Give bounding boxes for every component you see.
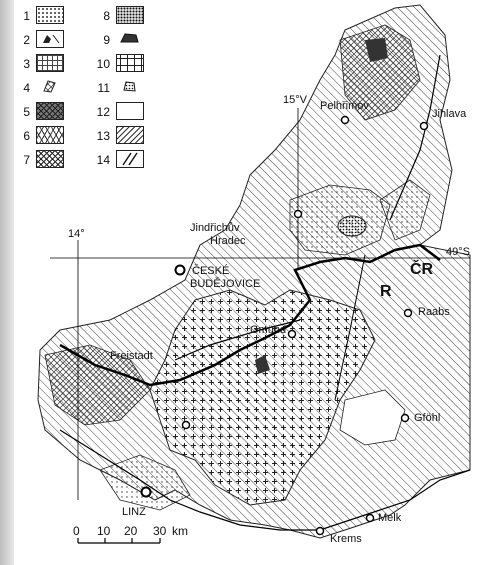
legend-number: 6	[23, 129, 30, 143]
town-label-gmund: Gmünd	[250, 324, 287, 336]
country-label-r: R	[380, 283, 392, 300]
legend-number: 8	[103, 9, 110, 23]
town-label-linz: LINZ	[122, 506, 146, 518]
town-marker-gmund	[289, 331, 296, 338]
legend-swatch-dark-body	[116, 30, 142, 46]
country-label-cr: ČR	[410, 261, 434, 278]
legend-swatch-dense-dark	[36, 102, 64, 120]
dark-body-center	[338, 216, 366, 236]
legend-number: 7	[23, 153, 30, 167]
legend-number: 9	[103, 33, 110, 47]
legend-swatch-fault-lines	[116, 150, 144, 168]
legend-swatch-pebble-symbol	[116, 78, 142, 94]
legend-swatch-plus	[116, 54, 144, 72]
town-marker-pelhrimov	[342, 117, 349, 124]
town-marker-linz	[142, 488, 151, 497]
legend-swatch-v-cross	[36, 126, 64, 144]
town-label-budejovice-1: ČESKÉ	[192, 265, 230, 277]
legend-swatch-cross-hatch	[36, 150, 64, 168]
legend-number: 10	[96, 57, 110, 71]
legend-number: 3	[23, 57, 30, 71]
longitude-15-label: 15°V	[283, 94, 307, 106]
town-marker-jihlava	[421, 123, 428, 130]
scale-unit: km	[172, 524, 188, 538]
legend-swatch-body-symbol	[36, 30, 64, 48]
legend-swatch-empty	[116, 102, 144, 120]
town-marker-jindrichuv	[295, 211, 302, 218]
latitude-49-label: 49°S	[446, 246, 470, 258]
town-label-raabs: Raabs	[418, 306, 450, 318]
town-marker-raabs	[405, 310, 412, 317]
longitude-14-label: 14°	[68, 228, 85, 240]
scale-bar	[78, 538, 160, 543]
town-marker-krems	[317, 528, 324, 535]
town-label-krems: Krems	[330, 533, 362, 545]
town-marker-budejovice	[176, 266, 185, 275]
legend-number: 12	[96, 105, 110, 119]
town-marker-gfohl	[402, 415, 409, 422]
scale-tick-0: 0	[73, 524, 80, 538]
legend-number: 14	[96, 153, 110, 167]
town-label-jihlava: Jihlava	[432, 108, 467, 120]
legend-number: 1	[23, 9, 30, 23]
scale-tick-20: 20	[124, 524, 138, 538]
legend-swatch-dots	[36, 6, 64, 24]
legend-number: 13	[96, 129, 110, 143]
legend-number: 11	[97, 81, 110, 95]
legend-number: 2	[23, 33, 30, 47]
town-label-gfohl: Gföhl	[414, 412, 441, 424]
legend-swatch-diagonal-hatch	[116, 126, 144, 144]
town-label-melk: Melk	[378, 512, 402, 524]
legend-swatch-dense-dots	[116, 6, 144, 24]
town-marker-melk	[367, 515, 374, 522]
town-label-budejovice-2: BUDĚJOVICE	[190, 278, 261, 290]
scale-tick-30: 30	[153, 524, 167, 538]
legend-number: 4	[23, 81, 30, 95]
town-label-freistadt: Freistadt	[110, 350, 153, 362]
town-label-jindrichuv-2: Hradec	[210, 235, 246, 247]
town-label-jindrichuv-1: Jindřichův	[190, 222, 240, 234]
town-label-pelhrimov: Pelhřimov	[320, 100, 369, 112]
scale-tick-10: 10	[97, 524, 111, 538]
legend-number: 5	[23, 105, 30, 119]
town-marker-freistadt	[183, 422, 190, 429]
legend-swatch-lens-symbol	[36, 78, 62, 94]
legend-swatch-cross	[36, 54, 64, 72]
